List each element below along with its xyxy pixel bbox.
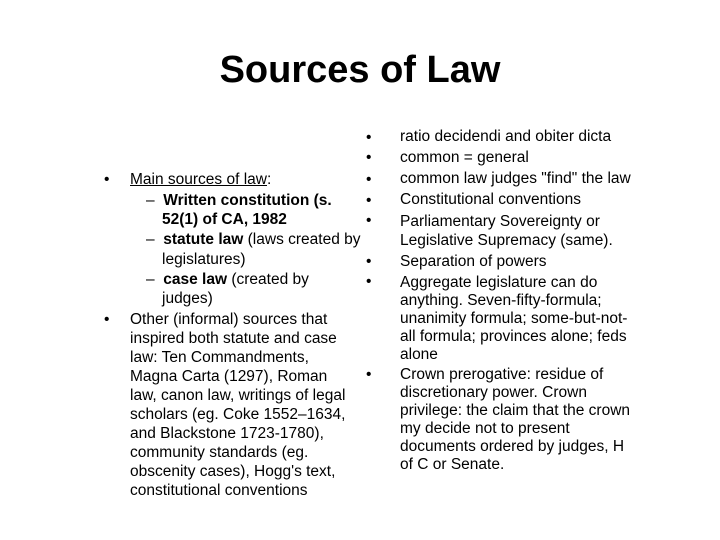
left-main-sources <box>130 170 271 189</box>
right-line: of C or Senate. <box>400 456 505 473</box>
informal-sources-line: law: Ten Commandments, <box>130 349 309 366</box>
right-line: all formula; provinces alone; feds <box>400 328 627 345</box>
right-bullet-8: • <box>366 366 372 383</box>
right-line: Crown prerogative: residue of <box>400 366 604 383</box>
right-line: anything. Seven-fifty-formula; <box>400 292 602 309</box>
right-line: documents ordered by judges, H <box>400 438 625 455</box>
sub-item-case-law <box>146 270 309 289</box>
dash: – <box>146 192 164 209</box>
dash: – <box>146 271 164 288</box>
informal-sources-line: law, canon law, writings of legal <box>130 387 346 404</box>
left-bullet-2: • <box>104 311 110 328</box>
right-line: unanimity formula; some-but-not- <box>400 310 628 327</box>
right-line: ratio decidendi and obiter dicta <box>400 128 612 145</box>
informal-sources-line: scholars (eg. Coke 1552–1634, <box>130 406 346 423</box>
right-line: privilege: the claim that the crown <box>400 402 631 419</box>
case-law-term: case law <box>163 271 228 288</box>
right-line: Legislative Supremacy (same). <box>400 232 613 249</box>
right-line: common = general <box>400 149 529 166</box>
right-bullet-4: • <box>366 192 372 209</box>
statute-law-desc: (laws created by <box>243 231 361 248</box>
right-bullet-1: • <box>366 129 372 146</box>
right-line: Constitutional conventions <box>400 191 581 208</box>
informal-sources-line: Magna Carta (1297), Roman <box>130 368 328 385</box>
right-bullet-6: • <box>366 253 372 270</box>
informal-sources-line: and Blackstone 1723-1780), <box>130 425 324 442</box>
right-line: my decide not to present <box>400 420 570 437</box>
main-sources-label: Main sources of law <box>130 171 267 188</box>
right-line: discretionary power. Crown <box>400 384 587 401</box>
sub-item-written-constitution <box>146 191 332 210</box>
informal-sources-line: obscenity cases), Hogg's text, <box>130 463 336 480</box>
statute-law-cont: legislatures) <box>162 251 246 268</box>
main-sources-colon: : <box>266 171 272 188</box>
slide-title: Sources of Law <box>219 49 501 91</box>
right-line: Parliamentary Sovereignty or <box>400 213 600 230</box>
case-law-cont: judges) <box>162 290 213 307</box>
right-line: Separation of powers <box>400 253 547 270</box>
written-constitution-cont: 52(1) of CA, 1982 <box>162 211 287 228</box>
informal-sources-line: inspired both statute and case <box>130 330 337 347</box>
sub-item-statute-law <box>146 230 361 249</box>
informal-sources-line: constitutional conventions <box>130 482 308 499</box>
statute-law-term: statute law <box>163 231 244 248</box>
right-bullet-5: • <box>366 212 372 229</box>
left-bullet-1: • <box>104 171 110 188</box>
informal-sources-line: Other (informal) sources that <box>130 311 328 328</box>
written-constitution-text: Written constitution (s. <box>163 192 332 209</box>
right-bullet-3: • <box>366 171 372 188</box>
right-line: alone <box>400 346 438 363</box>
right-line: Aggregate legislature can do <box>400 274 598 291</box>
dash: – <box>146 231 164 248</box>
informal-sources-line: community standards (eg. <box>130 444 309 461</box>
right-bullet-7: • <box>366 273 372 290</box>
right-bullet-2: • <box>366 149 372 166</box>
right-line: common law judges "find" the law <box>400 170 631 187</box>
case-law-desc: (created by <box>227 271 309 288</box>
